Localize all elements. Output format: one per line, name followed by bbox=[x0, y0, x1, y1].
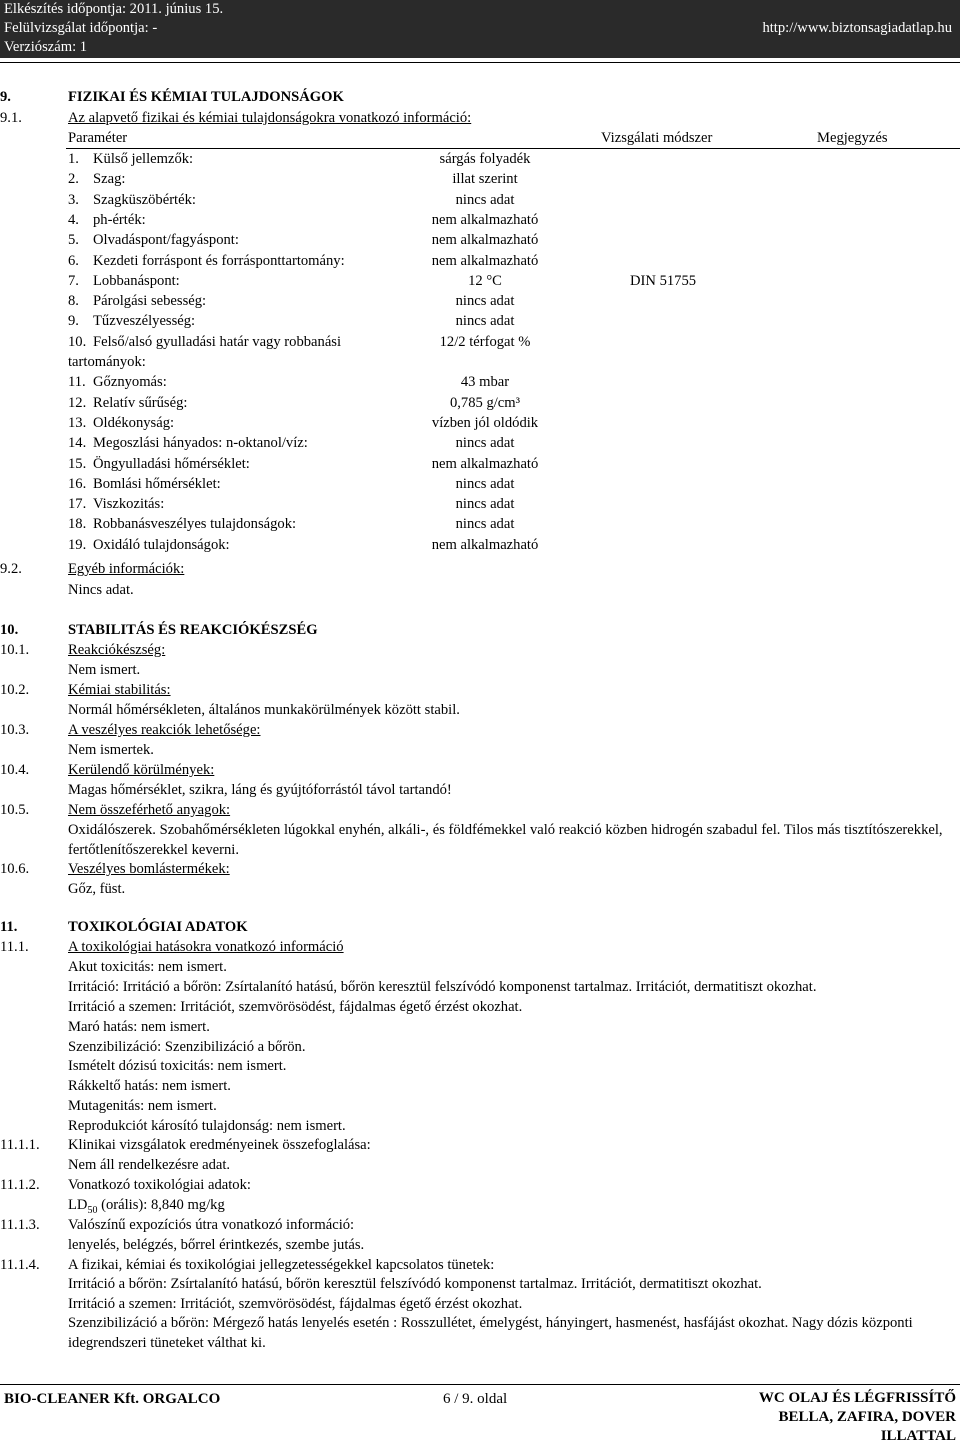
property-value: 12 °C bbox=[468, 272, 502, 289]
product-name-line3: ILLATTAL bbox=[880, 1428, 956, 1444]
property-label: Oldékonyság: bbox=[93, 414, 175, 431]
property-label: tartományok: bbox=[68, 354, 146, 370]
tox-line: Reprodukciót károsító tulajdonság: nem ismert. bbox=[68, 1118, 346, 1134]
section-9-title: FIZIKAI ÉS KÉMIAI TULAJDONSÁGOK bbox=[68, 89, 344, 105]
section-10-1-title: Reakciókészség: bbox=[68, 642, 166, 658]
section-9-1-title: Az alapvető fizikai és kémiai tulajdonságokra vonatkozó információ: bbox=[68, 110, 472, 126]
section-10-2-text: Normál hőmérsékleten, általános munkakörülmények között stabil. bbox=[68, 702, 460, 718]
property-label: Szag: bbox=[93, 171, 126, 188]
section-11-1-4-line2: Irritáció a szemen: Irritációt, szemvörösödést, fájdalmas égető érzést okozhat. bbox=[68, 1296, 523, 1312]
property-label: Külső jellemzők: bbox=[93, 151, 194, 167]
section-10-3-title: A veszélyes reakciók lehetősége: bbox=[68, 722, 261, 738]
table-header-method: Vizsgálati módszer bbox=[601, 130, 713, 146]
property-label: Olvadáspont/fagyáspont: bbox=[93, 232, 239, 249]
section-11-1-title: A toxikológiai hatásokra vonatkozó információ bbox=[68, 939, 344, 955]
section-10-5-text: Oxidálószerek. Szobahőmérsékleten lúgokkal enyhén, alkáli-, és földfémekkel való reakció közben hidrogén szabadul fel. Tilos más tisztítószerekkel, fertőtlenítőszerekkel keverni. bbox=[68, 822, 943, 859]
property-method: DIN 51755 bbox=[630, 272, 697, 289]
property-label: Felső/alsó gyulladási határ vagy robbanási bbox=[93, 333, 342, 350]
property-label: Bomlási hőmérséklet: bbox=[93, 475, 221, 492]
property-number: 18. bbox=[68, 516, 87, 533]
property-number: 10. bbox=[68, 333, 87, 350]
property-label: Lobbanáspont: bbox=[93, 272, 180, 289]
property-number: 3. bbox=[68, 191, 79, 208]
table-header-note: Megjegyzés bbox=[817, 130, 888, 146]
section-10-6-text: Gőz, füst. bbox=[68, 881, 126, 897]
property-value: nincs adat bbox=[455, 293, 515, 310]
property-label: Szagküszöbérték: bbox=[93, 191, 196, 208]
property-number: 12. bbox=[68, 394, 87, 411]
footer-company: BIO-CLEANER Kft. ORGALCO bbox=[4, 1391, 221, 1407]
tox-line: Szenzibilizáció: Szenzibilizáció a bőrön. bbox=[68, 1039, 306, 1055]
tox-line: Irritáció: Irritáció a bőrön: Zsírtalanító hatású, bőrön keresztül felszívódó komponenst tartalmaz. Irritációt, dermatitiszt okozhat. bbox=[68, 979, 817, 995]
property-label: Relatív sűrűség: bbox=[93, 394, 188, 411]
property-label: Robbanásveszélyes tulajdonságok: bbox=[93, 516, 297, 533]
section-11-1-4-title: A fizikai, kémiai és toxikológiai jellegzetességekkel kapcsolatos tünetek: bbox=[68, 1257, 495, 1273]
section-11-1-3-title: Valószínű expozíciós útra vonatkozó információ: bbox=[68, 1217, 355, 1233]
property-label: Megoszlási hányados: n-oktanol/víz: bbox=[93, 435, 308, 452]
section-9-2-text: Nincs adat. bbox=[68, 582, 134, 598]
section-11-title: TOXIKOLÓGIAI ADATOK bbox=[68, 919, 248, 935]
section-11-1-4-line3: Szenzibilizáció a bőrön: Mérgező hatás lenyelés esetén : Rosszullétet, émelygést, hányingert, hasmenést, hasfájást okozhat. Nagy dózis központi idegrendszeri tüneteket válthat ki. bbox=[68, 1315, 913, 1352]
section-9-1-number: 9.1. bbox=[0, 110, 22, 126]
section-10-6-title: Veszélyes bomlástermékek: bbox=[68, 861, 230, 877]
section-10-4-title: Kerülendő körülmények: bbox=[68, 762, 215, 778]
section-10-number: 10. bbox=[0, 622, 19, 638]
property-number: 9. bbox=[68, 313, 79, 330]
ld50-value: $LD_{50}$ (orális): 8,840 mg/kg bbox=[68, 1197, 225, 1216]
property-value: sárgás folyadék bbox=[439, 151, 531, 167]
section-11-1-1-text: Nem áll rendelkezésre adat. bbox=[68, 1157, 231, 1173]
section-10-3-number: 10.3. bbox=[0, 722, 30, 738]
property-value: nincs adat bbox=[455, 475, 515, 492]
section-11-1-3-text: lenyelés, belégzés, bőrrel érintkezés, szembe jutás. bbox=[68, 1237, 365, 1253]
section-11-1-2-title: Vonatkozó toxikológiai adatok: bbox=[68, 1177, 251, 1193]
property-value: nincs adat bbox=[455, 313, 515, 330]
property-value: 12/2 térfogat % bbox=[439, 333, 531, 350]
property-number: 1. bbox=[68, 151, 79, 167]
section-11-number: 11. bbox=[0, 919, 18, 935]
section-10-title: STABILITÁS ÉS REAKCIÓKÉSZSÉG bbox=[68, 622, 318, 638]
section-11-1-number: 11.1. bbox=[0, 939, 29, 955]
property-label: Párolgási sebesség: bbox=[93, 293, 207, 310]
property-number: 7. bbox=[68, 272, 79, 289]
property-number: 8. bbox=[68, 293, 79, 310]
section-11-1-4-number: 11.1.4. bbox=[0, 1257, 40, 1273]
section-10-1-text: Nem ismert. bbox=[68, 662, 141, 678]
property-number: 17. bbox=[68, 496, 87, 513]
property-number: 4. bbox=[68, 211, 79, 228]
property-label: Oxidáló tulajdonságok: bbox=[93, 536, 230, 553]
property-value: nem alkalmazható bbox=[431, 211, 539, 228]
property-number: 6. bbox=[68, 252, 79, 269]
website-link[interactable]: http://www.biztonsagiadatlap.hu bbox=[762, 20, 952, 36]
property-number: 14. bbox=[68, 435, 87, 452]
property-value: 0,785 g/cm³ bbox=[449, 394, 521, 411]
section-10-6-number: 10.6. bbox=[0, 861, 30, 877]
section-9-number: 9. bbox=[0, 89, 11, 105]
property-number: 13. bbox=[68, 414, 87, 431]
property-number: 19. bbox=[68, 536, 87, 553]
section-9-2-title: Egyéb információk: bbox=[68, 561, 185, 577]
table-header-param: Paraméter bbox=[68, 130, 128, 146]
tox-line: Akut toxicitás: nem ismert. bbox=[68, 959, 227, 975]
tox-line: Maró hatás: nem ismert. bbox=[68, 1019, 210, 1035]
section-10-1-number: 10.1. bbox=[0, 642, 30, 658]
property-number: 2. bbox=[68, 171, 79, 188]
property-number: 15. bbox=[68, 455, 87, 472]
product-name-line1: WC OLAJ ÉS LÉGFRISSÍTŐ bbox=[758, 1390, 956, 1406]
property-value: nem alkalmazható bbox=[431, 536, 539, 553]
property-label: Öngyulladási hőmérséklet: bbox=[93, 455, 250, 472]
tox-line: Rákkeltő hatás: nem ismert. bbox=[68, 1078, 231, 1094]
section-10-2-title: Kémiai stabilitás: bbox=[68, 682, 171, 698]
section-10-4-text: Magas hőmérséklet, szikra, láng és gyújtóforrástól távol tartandó! bbox=[68, 782, 452, 798]
property-value: nincs adat bbox=[455, 435, 515, 452]
section-10-4-number: 10.4. bbox=[0, 762, 30, 778]
section-11-1-4-line1: Irritáció a bőrön: Zsírtalanító hatású, bőrön keresztül felszívódó komponenst tartalmaz. Irritációt, dermatitiszt okozhat. bbox=[68, 1276, 762, 1292]
property-label: Kezdeti forráspont és forrásponttartomány: bbox=[93, 252, 345, 269]
property-value: nem alkalmazható bbox=[431, 252, 539, 269]
property-label: Viszkozitás: bbox=[93, 496, 165, 513]
revision-date: Felülvizsgálat időpontja: - bbox=[4, 20, 158, 36]
product-name-line2: BELLA, ZAFIRA, DOVER bbox=[778, 1409, 956, 1425]
footer-page-number: 6 / 9. oldal bbox=[443, 1391, 508, 1407]
property-label: ph-érték: bbox=[93, 211, 146, 228]
document-header-info bbox=[4, 0, 223, 57]
section-11-1-2-number: 11.1.2. bbox=[0, 1177, 40, 1193]
property-number: 5. bbox=[68, 232, 79, 249]
section-11-1-1-number: 11.1.1. bbox=[0, 1137, 40, 1153]
creation-date: Elkészítés időpontja: 2011. június 15. bbox=[4, 1, 224, 17]
footer-divider bbox=[0, 1384, 960, 1385]
section-10-3-text: Nem ismertek. bbox=[68, 742, 154, 758]
property-value: nincs adat bbox=[455, 516, 515, 533]
property-value: vízben jól oldódik bbox=[431, 414, 539, 431]
property-value: nincs adat bbox=[455, 496, 515, 513]
property-number: 11. bbox=[68, 374, 86, 391]
tox-line: Mutagenitás: nem ismert. bbox=[68, 1098, 217, 1114]
header-divider bbox=[0, 62, 960, 63]
property-value: nem alkalmazható bbox=[431, 455, 539, 472]
section-9-2-number: 9.2. bbox=[0, 561, 22, 577]
property-value: nem alkalmazható bbox=[431, 232, 539, 249]
property-label: Tűzveszélyesség: bbox=[93, 313, 196, 330]
tox-line: Ismételt dózisú toxicitás: nem ismert. bbox=[68, 1058, 287, 1074]
property-number: 16. bbox=[68, 475, 87, 492]
property-value: 43 mbar bbox=[460, 374, 510, 391]
property-value: illat szerint bbox=[452, 171, 518, 188]
property-value: nincs adat bbox=[455, 191, 515, 208]
section-10-2-number: 10.2. bbox=[0, 682, 30, 698]
section-10-5-title: Nem összeférhető anyagok: bbox=[68, 802, 231, 818]
footer-product bbox=[759, 1389, 956, 1446]
section-10-5-number: 10.5. bbox=[0, 802, 30, 818]
property-label: Gőznyomás: bbox=[93, 374, 167, 391]
section-11-1-3-number: 11.1.3. bbox=[0, 1217, 40, 1233]
version-number: Verziószám: 1 bbox=[4, 39, 88, 55]
tox-line: Irritáció a szemen: Irritációt, szemvörösödést, fájdalmas égető érzést okozhat. bbox=[68, 999, 523, 1015]
section-11-1-1-title: Klinikai vizsgálatok eredményeinek összefoglalása: bbox=[68, 1137, 371, 1153]
